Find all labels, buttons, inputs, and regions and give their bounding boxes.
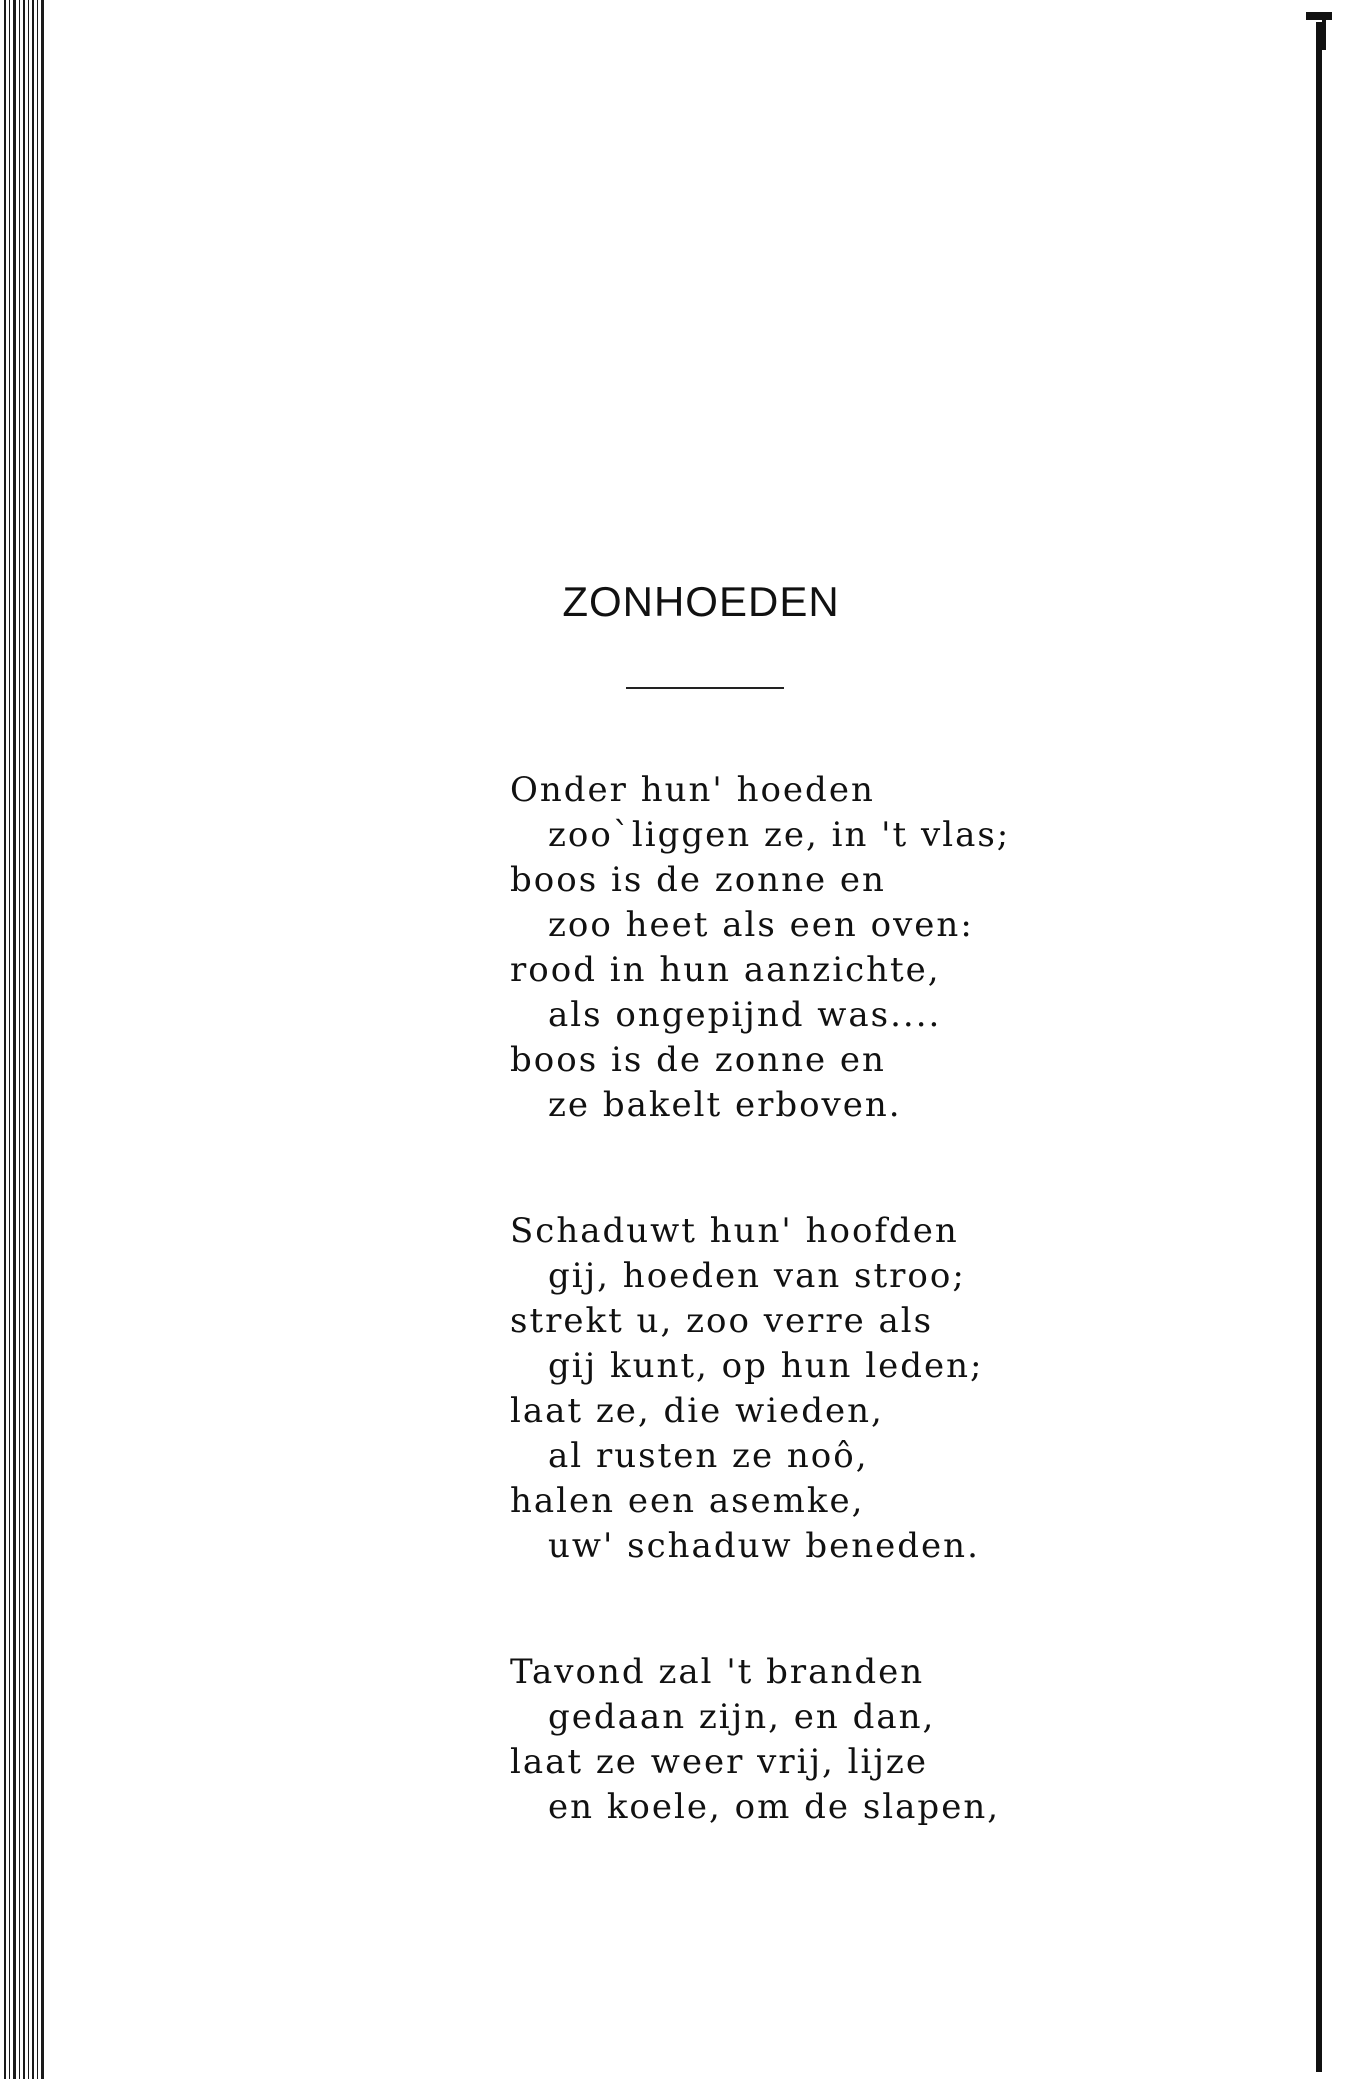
edge-rule-cap	[1306, 12, 1332, 20]
edge-rule	[1316, 22, 1322, 2072]
poem-line: Tavond zal 't branden	[510, 1652, 925, 1692]
poem-line: boos is de zonne en	[510, 860, 886, 900]
poem-line: en koele, om de slapen,	[548, 1787, 1001, 1827]
poem-line: als ongepijnd was....	[548, 995, 942, 1035]
poem-line: uw' schaduw beneden.	[548, 1526, 980, 1566]
scan-gutter	[0, 0, 48, 2079]
stanza-1	[510, 768, 1270, 1128]
edge-rule-serif	[1322, 20, 1326, 50]
title-divider	[626, 687, 784, 689]
poem-line: gij kunt, op hun leden;	[548, 1346, 984, 1386]
poem-line: Onder hun' hoeden	[510, 770, 875, 810]
poem-line: ze bakelt erboven.	[548, 1085, 902, 1125]
poem-line: al rusten ze noô,	[548, 1436, 869, 1476]
poem-line: gedaan zijn, en dan,	[548, 1697, 936, 1737]
poem-title: ZONHOEDEN	[562, 578, 840, 625]
poem-line: strekt u, zoo verre als	[510, 1301, 934, 1341]
poem-line: rood in hun aanzichte,	[510, 950, 941, 990]
poem-line: zoo`liggen ze, in 't vlas;	[548, 815, 1011, 855]
poem-line: laat ze, die wieden,	[510, 1391, 884, 1431]
stanza-3	[510, 1650, 1270, 1830]
poem-line: laat ze weer vrij, lijze	[510, 1742, 928, 1782]
poem-line: halen een asemke,	[510, 1481, 865, 1521]
poem-body	[510, 768, 1270, 1911]
stanza-2	[510, 1209, 1270, 1569]
poem-line: zoo heet als een oven:	[548, 905, 974, 945]
poem-line: boos is de zonne en	[510, 1040, 886, 1080]
poem-line: Schaduwt hun' hoofden	[510, 1211, 959, 1251]
poem-line: gij, hoeden van stroo;	[548, 1256, 966, 1296]
